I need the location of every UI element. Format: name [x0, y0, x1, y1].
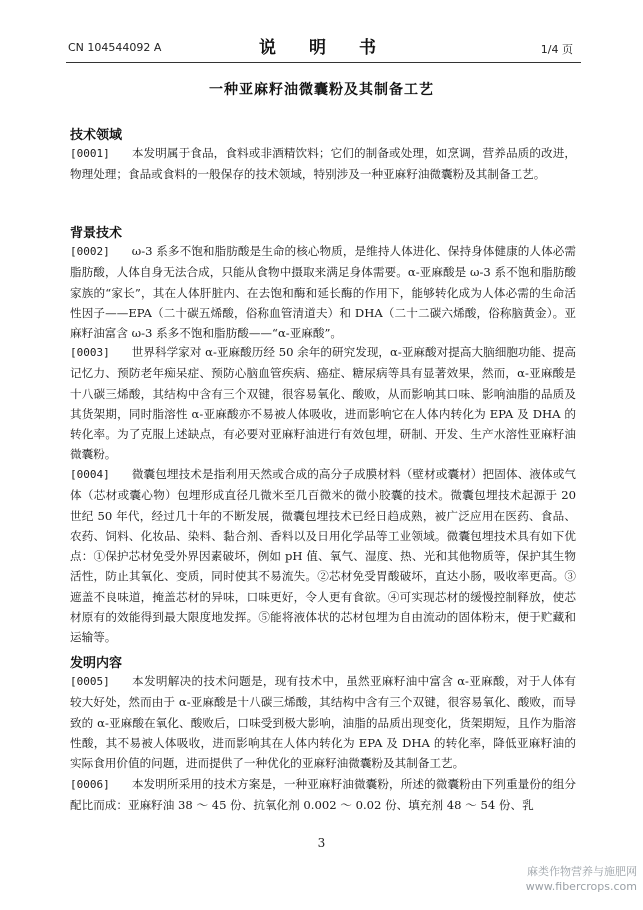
- patent-number: CN 104544092 A: [68, 41, 162, 54]
- section-heading-technical-field: 技术领域: [70, 128, 123, 143]
- page-count: 1/4 页: [540, 43, 573, 56]
- paragraph-number: [0003]: [70, 346, 110, 359]
- paragraph-0001: [70, 143, 576, 185]
- watermark-site-name: 麻类作物营养与施肥网: [527, 865, 637, 878]
- paragraph-text: 本发明解决的技术问题是，现有技术中，虽然亚麻籽油中富含 α-亚麻酸，对于人体有较大好处，然而由于 α-亚麻酸是十八碳三烯酸，其结构中含有三个双键，很容易氧化、酸败，而导致的 α-亚麻酸在氧化、酸败后，口味受到极大影响，油脂的品质出现变化，货架期短，且作为脂溶性酸，其不易被人体吸收，进而影响其在人体内转化为 EPA 及 DHA 的转化率，降低亚麻籽油的实际食用价值的问题，进而提供了一种优化的亚麻籽油微囊粉及其制备工艺。: [70, 674, 576, 771]
- paragraph-text: 微囊包埋技术是指利用天然或合成的高分子成膜材料（壁材或囊材）把固体、液体或气体（芯材或囊心物）包埋形成直径几微米至几百微米的微小胶囊的技术。微囊包埋技术起源于 20 世纪 50 年代，经过几十年的不断发展，微囊包埋技术已经日趋成熟，被广泛应用在医药、食品、农药、饲料、化妆品、染料、黏合剂、香料以及日用化学品等工业领域。微囊包埋技术具有如下优点：①保护芯材免受外界因素破坏，例如 pH 值、氧气、湿度、热、光和其他物质等，保护其生物活性，防止其氧化、变质，同时使其不易流失。②芯材免受胃酸破坏，直达小肠，吸收率更高。③遮盖不良味道，掩盖芯材的异味，口味更好，令人更有食欲。④可实现芯材的缓慢控制释放，使芯材原有的效能得到最大限度地发挥。⑤能将液体状的芯材包埋为自由流动的固体粉末，便于贮藏和运输等。: [70, 467, 576, 645]
- paragraph-text: 世界科学家对 α-亚麻酸历经 50 余年的研究发现，α-亚麻酸对提高大脑细胞功能、提高记忆力、预防老年痴呆症、预防心脑血管疾病、癌症、糖尿病等具有显著效果，然而，α-亚麻酸是十八碳三烯酸，其结构中含有三个双键，很容易氧化、酸败，从而影响其口味、影响油脂的品质及其货架期，同时脂溶性 α-亚麻酸亦不易被人体吸收，进而影响它在人体内转化为 EPA 及 DHA 的转化率。为了克服上述缺点，有必要对亚麻籽油进行有效包埋，研制、开发、生产水溶性亚麻籽油微囊粉。: [70, 345, 576, 462]
- paragraph-0004: [70, 464, 576, 648]
- section-heading-background: 背景技术: [70, 226, 123, 241]
- page-number: 3: [317, 836, 326, 850]
- paragraph-0005: [70, 671, 576, 773]
- header-divider: [66, 62, 581, 63]
- site-watermark: [487, 864, 637, 894]
- paragraph-0006: [70, 774, 576, 816]
- paragraph-text: ω-3 系多不饱和脂肪酸是生命的核心物质，是维持人体进化、保持身体健康的人体必需脂肪酸，人体自身无法合成，只能从食物中摄取来满足身体需要。α-亚麻酸是 ω-3 系不饱和脂肪酸家族的“家长”，其在人体肝脏内、在去饱和酶和延长酶的作用下，能够转化成为人体必需的生命活性因子——EPA（二十碳五烯酸，俗称血管清道夫）和 DHA（二十二碳六烯酸，俗称脑黄金）。亚麻籽油富含 ω-3 系多不饱和脂肪酸——“α-亚麻酸”。: [70, 244, 576, 341]
- paragraph-number: [0004]: [70, 468, 110, 481]
- paragraph-number: [0005]: [70, 675, 110, 688]
- paragraph-text: 本发明所采用的技术方案是，一种亚麻籽油微囊粉，所述的微囊粉由下列重量份的组分配比而成：亚麻籽油 38 ～ 45 份、抗氧化剂 0.002 ～ 0.02 份、填充剂 48 ～ 54 份、乳: [70, 777, 576, 813]
- document-type-heading: 说 明 书: [259, 38, 384, 58]
- paragraph-0002: [70, 241, 576, 343]
- section-heading-summary: 发明内容: [70, 656, 123, 671]
- paragraph-number: [0002]: [70, 245, 110, 258]
- paragraph-text: 本发明属于食品，食料或非酒精饮料；它们的制备或处理，如烹调，营养品质的改进，物理处理；食品或食料的一般保存的技术领域，特别涉及一种亚麻籽油微囊粉及其制备工艺。: [70, 146, 576, 182]
- watermark-url: www.fibercrops.com: [525, 880, 637, 893]
- paragraph-number: [0006]: [70, 778, 110, 791]
- paragraph-number: [0001]: [70, 147, 110, 160]
- paragraph-0003: [70, 342, 576, 465]
- document-title: 一种亚麻籽油微囊粉及其制备工艺: [209, 82, 434, 98]
